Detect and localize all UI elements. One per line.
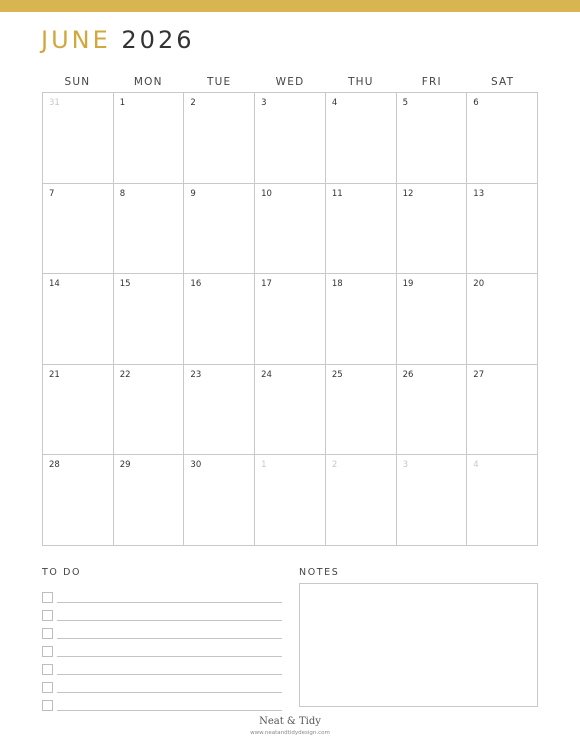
day-number: 10	[261, 188, 272, 199]
calendar-day-cell[interactable]	[184, 184, 255, 275]
calendar-day-cell-outside-month[interactable]	[397, 455, 468, 546]
weekday-label: SUN	[64, 76, 91, 88]
todo-checkbox[interactable]	[42, 610, 53, 621]
calendar-day-cell[interactable]	[114, 455, 185, 546]
weekday-label: FRI	[421, 76, 442, 88]
todo-checkbox[interactable]	[42, 700, 53, 711]
day-number: 23	[190, 369, 202, 380]
calendar-day-cell-outside-month[interactable]	[255, 455, 326, 546]
day-number: 20	[473, 279, 485, 290]
calendar-day-cell[interactable]	[467, 184, 538, 275]
calendar-day-cell[interactable]	[255, 274, 326, 365]
calendar-day-cell[interactable]	[43, 274, 114, 365]
calendar-day-cell[interactable]	[184, 365, 255, 456]
todo-item	[42, 639, 282, 657]
day-number: 28	[49, 460, 60, 471]
month-label: JUNE	[41, 26, 111, 54]
calendar-day-cell[interactable]	[114, 274, 185, 365]
todo-item	[42, 693, 282, 711]
todo-checkbox[interactable]	[42, 592, 53, 603]
calendar-day-cell[interactable]	[326, 93, 397, 184]
day-number: 16	[190, 279, 202, 290]
day-number: 4	[473, 460, 479, 471]
day-number: 24	[261, 369, 272, 380]
day-number: 7	[49, 188, 55, 199]
todo-item	[42, 675, 282, 693]
calendar-day-cell[interactable]	[255, 93, 326, 184]
calendar-day-cell[interactable]	[43, 184, 114, 275]
calendar-day-cell[interactable]	[184, 455, 255, 546]
todo-item	[42, 585, 282, 603]
todo-write-line[interactable]	[57, 673, 282, 675]
notes-box[interactable]	[299, 583, 538, 707]
day-number: 25	[331, 369, 343, 380]
calendar-day-cell[interactable]	[184, 93, 255, 184]
todo-item	[42, 603, 282, 621]
todo-write-line[interactable]	[57, 655, 282, 657]
calendar-grid	[42, 92, 538, 546]
calendar-day-cell[interactable]	[397, 184, 468, 275]
day-number: 18	[331, 279, 343, 290]
todo-list	[42, 585, 282, 711]
weekday-label: SAT	[490, 76, 515, 88]
day-number: 8	[119, 188, 126, 199]
day-number: 29	[119, 460, 131, 471]
calendar-day-cell[interactable]	[397, 93, 468, 184]
calendar-day-cell[interactable]	[255, 184, 326, 275]
day-number: 6	[473, 98, 479, 108]
calendar-day-cell[interactable]	[114, 93, 185, 184]
day-number: 3	[402, 460, 408, 471]
calendar-day-cell[interactable]	[397, 365, 468, 456]
day-number: 15	[119, 279, 131, 290]
todo-item	[42, 657, 282, 675]
todo-checkbox[interactable]	[42, 664, 53, 675]
year-label: 2026	[121, 26, 195, 54]
todo-label: TO DO	[42, 567, 82, 578]
day-number: 5	[402, 98, 408, 108]
todo-write-line[interactable]	[57, 601, 282, 603]
todo-write-line[interactable]	[57, 619, 282, 621]
todo-write-line[interactable]	[57, 691, 282, 693]
day-number: 31	[49, 98, 60, 108]
day-number: 27	[473, 369, 485, 380]
day-number: 4	[331, 98, 338, 108]
todo-write-line[interactable]	[57, 637, 282, 639]
page-title	[41, 26, 194, 54]
calendar-day-cell-outside-month[interactable]	[43, 93, 114, 184]
day-number: 13	[473, 188, 485, 199]
day-number: 26	[402, 369, 414, 380]
day-number: 14	[49, 279, 60, 290]
day-number: 21	[49, 369, 60, 380]
day-number: 9	[190, 188, 196, 199]
todo-write-line[interactable]	[57, 709, 282, 711]
weekday-label: MON	[133, 76, 163, 88]
weekday-header-row	[42, 76, 538, 88]
todo-checkbox[interactable]	[42, 646, 53, 657]
day-number: 22	[119, 369, 131, 380]
calendar-day-cell[interactable]	[326, 365, 397, 456]
calendar-day-cell[interactable]	[467, 365, 538, 456]
todo-checkbox[interactable]	[42, 628, 53, 639]
day-number: 3	[261, 98, 267, 108]
notes-label: NOTES	[299, 567, 340, 578]
day-number: 2	[331, 460, 338, 471]
day-number: 2	[190, 98, 196, 108]
calendar-day-cell[interactable]	[43, 455, 114, 546]
calendar-day-cell[interactable]	[43, 365, 114, 456]
weekday-label: TUE	[206, 76, 232, 88]
calendar-day-cell[interactable]	[114, 184, 185, 275]
calendar-day-cell-outside-month[interactable]	[467, 455, 538, 546]
top-accent-bar	[0, 0, 580, 12]
calendar-day-cell[interactable]	[397, 274, 468, 365]
calendar-day-cell[interactable]	[326, 274, 397, 365]
calendar-day-cell[interactable]	[467, 93, 538, 184]
weekday-label: THU	[348, 76, 374, 88]
day-number: 17	[261, 279, 272, 290]
brand-logo-text: Neat & Tidy	[259, 716, 321, 727]
calendar-day-cell[interactable]	[114, 365, 185, 456]
calendar-day-cell[interactable]	[326, 184, 397, 275]
day-number: 30	[190, 460, 202, 471]
calendar-day-cell[interactable]	[184, 274, 255, 365]
website-url: www.neatandtidydesign.com	[250, 730, 330, 736]
weekday-label: WED	[275, 76, 305, 88]
day-number: 1	[119, 98, 126, 108]
day-number: 11	[331, 188, 343, 199]
day-number: 12	[402, 188, 414, 199]
day-number: 1	[261, 460, 267, 471]
todo-item	[42, 621, 282, 639]
calendar-day-cell-outside-month[interactable]	[326, 455, 397, 546]
day-number: 19	[402, 279, 414, 290]
calendar-day-cell[interactable]	[255, 365, 326, 456]
calendar-day-cell[interactable]	[467, 274, 538, 365]
todo-checkbox[interactable]	[42, 682, 53, 693]
